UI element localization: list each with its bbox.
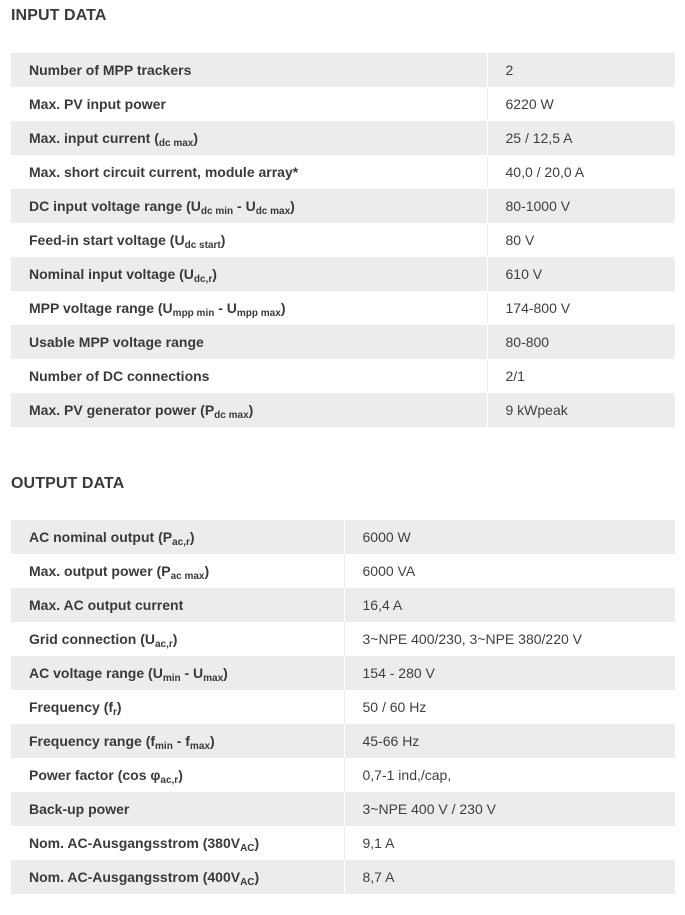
spec-label bbox=[11, 554, 344, 588]
table-row bbox=[11, 393, 675, 427]
spec-label-subscript: ac max bbox=[170, 571, 205, 582]
spec-value: 25 / 12,5 A bbox=[487, 121, 675, 155]
table-row bbox=[11, 554, 675, 588]
spec-label-subscript: r bbox=[113, 707, 117, 718]
spec-label-subscript: AC bbox=[240, 843, 255, 854]
spec-value: 50 / 60 Hz bbox=[344, 690, 675, 724]
spec-label-text: AC nominal output (P bbox=[29, 529, 173, 545]
output-data-heading: OUTPUT DATA bbox=[11, 475, 125, 492]
table-row bbox=[11, 189, 675, 223]
table-row bbox=[11, 656, 675, 690]
spec-value: 6000 W bbox=[344, 520, 675, 554]
spec-label-text: - U bbox=[180, 665, 204, 681]
spec-label bbox=[11, 53, 487, 87]
spec-label-text: Nom. AC-Ausgangsstrom (400V bbox=[29, 869, 241, 885]
spec-label-subscript: max bbox=[203, 673, 224, 684]
spec-value: 6220 W bbox=[487, 87, 675, 121]
table-row bbox=[11, 690, 675, 724]
spec-label-text: Max. AC output current bbox=[29, 597, 184, 613]
spec-value: 80 V bbox=[487, 223, 675, 257]
spec-label-text: Usable MPP voltage range bbox=[29, 334, 204, 350]
spec-label bbox=[11, 520, 344, 554]
table-row bbox=[11, 588, 675, 622]
spec-label-subscript: max bbox=[189, 741, 210, 752]
table-row bbox=[11, 758, 675, 792]
spec-label-text: ) bbox=[254, 835, 260, 851]
spec-value: 8,7 A bbox=[344, 860, 675, 894]
spec-value: 80-1000 V bbox=[487, 189, 675, 223]
spec-value: 45-66 Hz bbox=[344, 724, 675, 758]
spec-label-text: Grid connection (U bbox=[29, 631, 155, 647]
spec-label-text: Nominal input voltage (U bbox=[29, 266, 194, 282]
spec-label-subscript: mpp max bbox=[236, 308, 281, 319]
spec-label-text: ) bbox=[254, 869, 260, 885]
spec-label bbox=[11, 121, 487, 155]
spec-label-text: - f bbox=[172, 733, 190, 749]
spec-label-text: Number of DC connections bbox=[29, 368, 210, 384]
spec-value: 3~NPE 400 V / 230 V bbox=[344, 792, 675, 826]
spec-label-text: Power factor (cos φ bbox=[29, 767, 161, 783]
spec-value: 154 - 280 V bbox=[344, 656, 675, 690]
spec-label bbox=[11, 792, 344, 826]
spec-label bbox=[11, 359, 487, 393]
table-row bbox=[11, 860, 675, 894]
spec-label-subscript: dc start bbox=[184, 240, 221, 251]
spec-label-text: Frequency range (f bbox=[29, 733, 156, 749]
spec-label-text: ) bbox=[209, 733, 215, 749]
spec-label-subscript: min bbox=[155, 741, 173, 752]
spec-label-subscript: ac,r bbox=[172, 537, 190, 548]
table-row bbox=[11, 87, 675, 121]
spec-label-subscript: dc max bbox=[158, 138, 194, 149]
spec-label-subscript: dc max bbox=[214, 410, 249, 421]
spec-label-text: - U bbox=[214, 300, 237, 316]
spec-label-subscript: ac,r bbox=[160, 775, 179, 786]
spec-label bbox=[11, 325, 487, 359]
spec-label-text: ) bbox=[212, 266, 217, 282]
spec-label-text: Feed-in start voltage (U bbox=[29, 232, 185, 248]
spec-label-text: ) bbox=[220, 232, 226, 248]
spec-label bbox=[11, 758, 344, 792]
table-row bbox=[11, 223, 675, 257]
spec-label-text: Nom. AC-Ausgangsstrom (380V bbox=[29, 835, 241, 851]
spec-label-text: Number of MPP trackers bbox=[29, 62, 192, 78]
spec-value: 610 V bbox=[487, 257, 675, 291]
spec-value: 9 kWpeak bbox=[487, 393, 675, 427]
spec-label-subscript: dc,r bbox=[193, 274, 213, 285]
table-row bbox=[11, 622, 675, 656]
spec-value: 80-800 bbox=[487, 325, 675, 359]
spec-value: 16,4 A bbox=[344, 588, 675, 622]
input-data-table bbox=[11, 53, 675, 427]
table-row bbox=[11, 724, 675, 758]
spec-label-text: Back-up power bbox=[29, 801, 130, 817]
spec-value: 0,7-1 ind,/cap, bbox=[344, 758, 675, 792]
spec-label-text: ) bbox=[193, 130, 199, 146]
spec-label-text: Max. short circuit current, module array* bbox=[29, 164, 299, 180]
spec-value: 3~NPE 400/230, 3~NPE 380/220 V bbox=[344, 622, 675, 656]
spec-value: 40,0 / 20,0 A bbox=[487, 155, 675, 189]
spec-value: 9,1 A bbox=[344, 826, 675, 860]
spec-label-text: ) bbox=[223, 665, 228, 681]
spec-label-text: Max. output power (P bbox=[29, 563, 171, 579]
table-row bbox=[11, 155, 675, 189]
spec-label-subscript: mpp min bbox=[172, 308, 215, 319]
spec-label-text: ) bbox=[280, 300, 286, 316]
spec-value: 6000 VA bbox=[344, 554, 675, 588]
spec-label-text: ) bbox=[116, 699, 122, 715]
spec-label bbox=[11, 155, 487, 189]
spec-label bbox=[11, 189, 487, 223]
spec-label bbox=[11, 826, 344, 860]
spec-label-text: AC voltage range (U bbox=[29, 665, 163, 681]
spec-value: 2 bbox=[487, 53, 675, 87]
spec-label-subscript: ac,r bbox=[155, 639, 173, 650]
table-row bbox=[11, 257, 675, 291]
spec-label bbox=[11, 860, 344, 894]
spec-label bbox=[11, 223, 487, 257]
spec-value: 2/1 bbox=[487, 359, 675, 393]
spec-label-text: DC input voltage range (U bbox=[29, 198, 201, 214]
spec-label-text: ) bbox=[204, 563, 210, 579]
spec-label bbox=[11, 588, 344, 622]
table-row bbox=[11, 520, 675, 554]
table-row bbox=[11, 325, 675, 359]
spec-label bbox=[11, 656, 344, 690]
spec-label-text: ) bbox=[172, 631, 178, 647]
table-row bbox=[11, 359, 675, 393]
spec-label-text: Max. input current ( bbox=[29, 130, 159, 146]
input-data-heading: INPUT DATA bbox=[11, 7, 107, 24]
spec-label-subscript: AC bbox=[240, 877, 255, 888]
spec-label-text: ) bbox=[248, 402, 254, 418]
spec-label-subscript: min bbox=[162, 673, 181, 684]
spec-label bbox=[11, 291, 487, 325]
spec-label-text: Max. PV input power bbox=[29, 96, 166, 112]
spec-label-text: Max. PV generator power (P bbox=[29, 402, 215, 418]
table-row bbox=[11, 53, 675, 87]
spec-label-subscript: dc max bbox=[255, 206, 291, 217]
table-row bbox=[11, 826, 675, 860]
table-row bbox=[11, 291, 675, 325]
spec-label-text: ) bbox=[290, 198, 295, 214]
table-row bbox=[11, 792, 675, 826]
spec-label bbox=[11, 257, 487, 291]
spec-label bbox=[11, 690, 344, 724]
output-data-table bbox=[11, 520, 675, 894]
spec-label-text: ) bbox=[178, 767, 183, 783]
spec-value: 174-800 V bbox=[487, 291, 675, 325]
table-row bbox=[11, 121, 675, 155]
spec-label-subscript: dc min bbox=[200, 206, 234, 217]
spec-label bbox=[11, 87, 487, 121]
spec-label-text: MPP voltage range (U bbox=[29, 300, 173, 316]
spec-label bbox=[11, 393, 487, 427]
spec-label bbox=[11, 724, 344, 758]
spec-label bbox=[11, 622, 344, 656]
spec-label-text: ) bbox=[189, 529, 195, 545]
spec-label-text: - U bbox=[233, 198, 256, 214]
spec-label-text: Frequency (f bbox=[29, 699, 114, 715]
